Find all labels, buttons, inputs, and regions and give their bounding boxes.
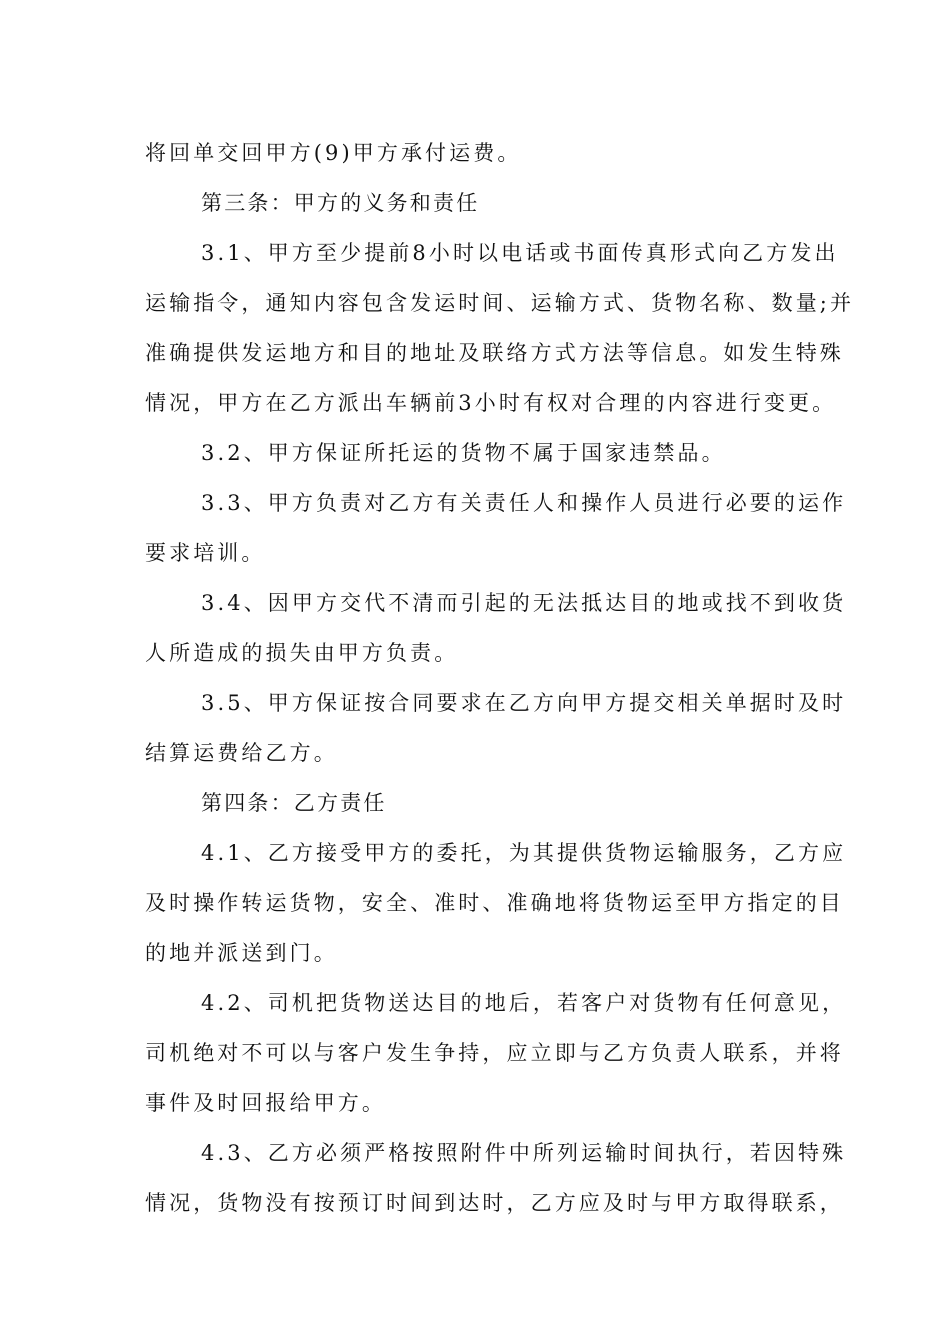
clause-3-1-line: 准确提供发运地方和目的地址及联络方式方法等信息。如发生特殊 [145, 341, 844, 365]
clause-4-2-line: 4.2、司机把货物送达目的地后，若客户对货物有任何意见， [201, 991, 847, 1015]
clause-4-1-line: 4.1、乙方接受甲方的委托，为其提供货物运输服务，乙方应 [201, 841, 847, 865]
clause-3-4-line: 3.4、因甲方交代不清而引起的无法抵达目的地或找不到收货 [201, 591, 847, 615]
clause-3-1-line: 运输指令，通知内容包含发运时间、运输方式、货物名称、数量;并 [145, 291, 855, 315]
clause-3-4-line: 人所造成的损失由甲方负责。 [145, 641, 459, 665]
clause-3-2-line: 3.2、甲方保证所托运的货物不属于国家违禁品。 [201, 441, 726, 465]
clause-3-3-line: 要求培训。 [145, 541, 266, 565]
section-heading-article-3: 第三条：甲方的义务和责任 [201, 191, 480, 215]
clause-3-3-line: 3.3、甲方负责对乙方有关责任人和操作人员进行必要的运作 [201, 491, 847, 515]
section-heading-article-4: 第四条：乙方责任 [201, 791, 387, 815]
clause-4-1-line: 及时操作转运货物，安全、准时、准确地将货物运至甲方指定的目 [145, 891, 844, 915]
clause-4-1-line: 的地并派送到门。 [145, 941, 338, 965]
text-line: 将回单交回甲方(9)甲方承付运费。 [145, 141, 522, 165]
clause-4-3-line: 情况，货物没有按预订时间到达时，乙方应及时与甲方取得联系， [145, 1191, 844, 1215]
clause-3-5-line: 结算运费给乙方。 [145, 741, 338, 765]
clause-3-5-line: 3.5、甲方保证按合同要求在乙方向甲方提交相关单据时及时 [201, 691, 847, 715]
clause-4-3-line: 4.3、乙方必须严格按照附件中所列运输时间执行，若因特殊 [201, 1141, 847, 1165]
clause-3-1-line: 情况，甲方在乙方派出车辆前3小时有权对合理的内容进行变更。 [145, 391, 837, 415]
clause-4-2-line: 司机绝对不可以与客户发生争持，应立即与乙方负责人联系，并将 [145, 1041, 844, 1065]
clause-3-1-line: 3.1、甲方至少提前8小时以电话或书面传真形式向乙方发出 [201, 241, 839, 265]
clause-4-2-line: 事件及时回报给甲方。 [145, 1091, 386, 1115]
document-body [145, 131, 855, 1231]
